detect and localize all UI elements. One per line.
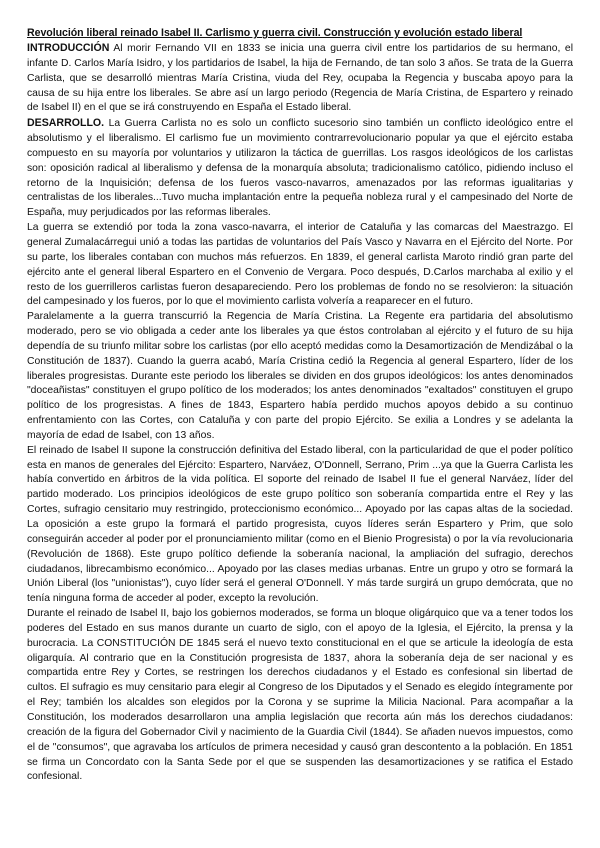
intro-text: Al morir Fernando VII en 1833 se inicia una guerra civil entre los partidarios de su hermano, el infante D. Carlos María Isidro, y los partidarios de Isabel, la hija de Fernando, de tan solo 3 años. Se trata de la Guerra Carlista, que se desarrolló mientras María Cristina, viuda del Rey, ocupaba la Regencia y buscaba apoyo para la causa de su hija entre los liberales. Se abre así un largo periodo (Regencia de María Cristina, de Espartero y reinado de Isabel II) en el que se irá construyendo en España el Estado liberal. [27,43,573,114]
desarrollo-heading: DESARROLLO. [27,117,105,130]
paragraph-reinado: El reinado de Isabel II supone la construcción definitiva del Estado liberal, con la particularidad de que el poder político esta en manos de generales del Ejército: Espartero, Narváez, O'Donnell, Serrano, Prim ...ya que la Guerra Carlista les había convertido en árbitros de la vida política. El soporte del reinado de Isabel II fue el general Narváez, líder del partido moderado. Los principios ideológicos de este grupo político son soberanía compartida entre el Rey y las Cortes, sufragio censitario muy restringido, proteccionismo económico... Apoyado por las capas altas de la sociedad. La oposición a este grupo la formará el partido progresista, cuyos líderes serán Espartero y Prim, que solo conseguirán acceder al poder por el pronunciamiento militar (como en el Bienio Progresista) o por la vía revolucionaria (Revolución de 1868). Este grupo político defiende la soberanía nacional, la ampliación del sufragio, derechos ciudadanos, librecambismo económico... Apoyado por las clases medias urbanas. Entre un grupo y otro se formará la Unión Liberal (los "unionistas"), cuyo líder será el general O'Donnell. Y más tarde surgirá un grupo demócrata, que no tenía ninguna forma de acceder al poder, excepto la revolución. [27,444,573,605]
desarrollo-paragraph [27,116,573,221]
desarrollo-text: La Guerra Carlista no es solo un conflicto sucesorio sino también un conflicto ideológico entre el absolutismo y el liberalismo. El carlismo fue un movimiento contrarrevolucionario popular ya que el ejército estaba compuesto en su mayoría por voluntarios y utilizaron la táctica de guerrillas. Los rasgos ideológicos de los carlistas son: oposición radical al liberalismo y defensa de la monarquía absoluta; tradicionalismo católico, pidiendo incluso el retorno de la Inquisición; defensa de los fueros vasco-navarros, amenazados por las reformas igualitarias y centralistas de los liberales...Tuvo mucha implantación entre la pequeña nobleza rural y el campesinado del Norte de España, muy perjudicados por las reformas liberales. [27,118,573,219]
paragraph-regencia: Paralelamente a la guerra transcurrió la Regencia de María Cristina. La Regente era partidaria del absolutismo moderado, pero se vio obligada a ceder ante los liberales ya que éstos controlaban al ejército y el futuro de su hija dependía de su triunfo militar sobre los carlistas (por ello aceptó medidas como la Desamortización de Mendizábal o la Constitución de 1837). Cuando la guerra acabó, María Cristina cedió la Regencia al general Espartero, líder de los liberales progresistas. Durante este periodo los liberales se dividen en dos grupos ideológicos: los antes denominados "doceañistas" constituyen el grupo político de los moderados; los antes denominados "exaltados" constituyen el grupo político de los progresistas. A fines de 1843, Espartero había perdido muchos apoyos debido a su continuo enfrentamiento con las Cortes, con Cataluña y con parte del propio Ejército. Se exilia a Londres y se adelanta la mayoría de edad de Isabel, con 13 años. [27,311,573,441]
paragraph-guerra: La guerra se extendió por toda la zona vasco-navarra, el interior de Cataluña y las comarcas del Maestrazgo. El general Zumalacárregui unió a todas las partidas de voluntarios del País Vasco y Navarra en el Ejército del Norte. Por su parte, los liberales contaban con muchos más refuerzos. En 1839, el general carlista Maroto rindió gran parte del ejército ante el general liberal Espartero en el Convenio de Vergara. Poco después, D.Carlos marchaba al exilio y el resto de los guerrilleros carlistas fueron desapareciendo. Pero los problemas de fondo no se resolvieron: la situación del campesinado y los fueros, por lo que el movimiento carlista volvería a reaparecer en el futuro. [27,222,573,308]
paragraph-constitucion: Durante el reinado de Isabel II, bajo los gobiernos moderados, se forma un bloque oligárquico que va a tener todos los poderes del Estado en sus manos durante un cuarto de siglo, con el apoyo de la Iglesia, el Ejército, la prensa y la burocracia. La CONSTITUCIÓN DE 1845 será el nuevo texto constitucional en el que se articule la ideología de esta oligarquía. Al contrario que en la Constitución progresista de 1837, ahora la soberanía deja de ser nacional y es compartida entre Rey y Cortes, se restringen los derechos ciudadanos y el Estado es confesional sin libertad de cultos. El sufragio es muy censitario para elegir al Congreso de los Diputados y el Senado es elegido íntegramente por el Rey; también los alcaldes son elegidos por la Corona y se suprime la Milicia Nacional. Para acompañar a la Constitución, los moderados desarrollaron una amplia legislación que recorta aún más los derechos ciudadanos: creación de la figura del Gobernador Civil y nacimiento de la Guardia Civil (1844). Se añaden nuevos impuestos, como el de "consumos", que agravaba los artículos de primera necesidad y causó gran descontento a la población. En 1851 se firma un Concordato con la Santa Sede por el que se suspenden las desamortizaciones y se ratifica el Estado confesional. [27,608,573,783]
document-title: Revolución liberal reinado Isabel II. Carlismo y guerra civil. Construcción y evolución estado liberal [27,27,523,39]
intro-paragraph [27,41,573,116]
intro-heading: INTRODUCCIÓN [27,42,110,54]
